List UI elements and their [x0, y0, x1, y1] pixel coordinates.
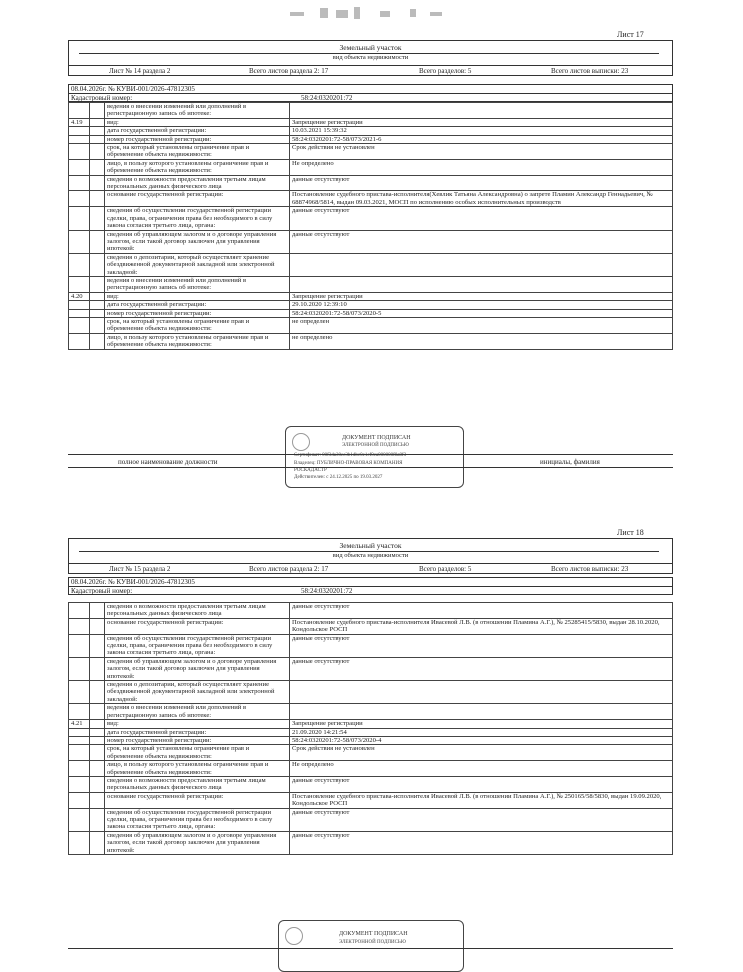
emblem-icon: [285, 927, 303, 945]
field-value: данные отсутствуют: [290, 207, 673, 230]
table-row: [69, 144, 673, 160]
record-number: [69, 253, 90, 276]
field-label: номер государственной регистрации:: [105, 135, 290, 143]
field-label: лицо, в пользу которого установлены ограничение прав и обременение объекта недвижимости:: [105, 159, 290, 175]
field-value: 58:24:0320201:72-58/073/2021-6: [290, 135, 673, 143]
field-label: сведения об управляющем залогом и о договоре управления залогом, если такой договор заключен для управления ипотекой:: [105, 230, 290, 253]
field-label: сведения об управляющем залогом и о договоре управления залогом, если такой договор заключен для управления ипотекой:: [105, 831, 290, 854]
extract-id-row: [68, 577, 673, 595]
spacer-cell: [90, 127, 105, 135]
field-value: Не определено: [290, 159, 673, 175]
spacer-cell: [90, 207, 105, 230]
spacer-cell: [90, 333, 105, 349]
spacer-cell: [90, 657, 105, 680]
object-kind-caption: вид объекта недвижимости: [332, 54, 409, 61]
table-row: [69, 276, 673, 292]
signature-owner: Владелец: ПУБЛИЧНО-ПРАВОВАЯ КОМПАНИЯ: [294, 461, 403, 466]
field-label: вид:: [105, 118, 290, 126]
record-number: [69, 301, 90, 309]
signature-certificate: Сертификат: 00f3da30ee3b1dbc0e1cf0ca000000f8a0f3: [294, 453, 407, 458]
record-number: [69, 207, 90, 230]
page-sheet-18: [0, 520, 743, 960]
encumbrance-table: [68, 602, 673, 855]
record-number: [69, 144, 90, 160]
extract-id-row: [68, 84, 673, 102]
spacer-cell: [90, 159, 105, 175]
spacer-cell: [90, 230, 105, 253]
signature-subtitle: ЭЛЕКТРОННОЙ ПОДПИСЬЮ: [342, 443, 409, 448]
record-number: [69, 159, 90, 175]
object-kind-caption: вид объекта недвижимости: [332, 552, 409, 559]
table-row: [69, 728, 673, 736]
field-label: срок, на который установлены ограничение прав и обременение объекта недвижимости:: [105, 317, 290, 333]
table-row: [69, 309, 673, 317]
field-value: Запрещение регистрации: [290, 292, 673, 300]
record-number: [69, 736, 90, 744]
record-number: [69, 309, 90, 317]
field-value: [290, 103, 673, 119]
field-label: вид:: [105, 292, 290, 300]
total-sheets-section: Всего листов раздела 2: 17: [249, 67, 329, 75]
field-value: данные отсутствуют: [290, 175, 673, 191]
field-value: не определено: [290, 333, 673, 349]
spacer-cell: [90, 831, 105, 854]
spacer-cell: [90, 618, 105, 634]
table-row: [69, 657, 673, 680]
table-row: [69, 761, 673, 777]
extract-date-number: 08.04.2026г. № КУВИ-001/2026-47812305: [71, 578, 195, 586]
record-number: [69, 792, 90, 808]
record-number: [69, 103, 90, 119]
record-number: 4.19: [69, 118, 90, 126]
sheet-header: [68, 538, 673, 574]
signature-owner-org: РОСКАДАСТР: [294, 468, 327, 473]
field-value: Постановление судебного пристава-исполнителя(Хевлик Татьяна Александровна) о запрете Пламин Александр Геннадьевич, № 68874968/5814, выдан 09.03.2021, МОСП по исполнению особых исполнительных производств: [290, 191, 673, 207]
table-row: [69, 118, 673, 126]
field-label: сведения об управляющем залогом и о договоре управления залогом, если такой договор заключен для управления ипотекой:: [105, 657, 290, 680]
field-value: данные отсутствуют: [290, 603, 673, 619]
field-value: Запрещение регистрации: [290, 720, 673, 728]
field-value: данные отсутствуют: [290, 808, 673, 831]
spacer-cell: [90, 301, 105, 309]
field-value: 10.03.2021 15:39:32: [290, 127, 673, 135]
table-row: [69, 831, 673, 854]
field-value: не определен: [290, 317, 673, 333]
spacer-cell: [90, 681, 105, 704]
table-row: [69, 191, 673, 207]
table-row: [69, 720, 673, 728]
record-number: [69, 618, 90, 634]
cadastre-value: 58:24:0320201:72: [301, 94, 353, 102]
field-label: основание государственной регистрации:: [105, 191, 290, 207]
table-row: [69, 127, 673, 135]
field-value: [290, 253, 673, 276]
spacer-cell: [90, 191, 105, 207]
spacer-cell: [90, 745, 105, 761]
field-label: сведения об осуществлении государственной регистрации сделки, права, ограничения права без необходимого в силу закона согласия третьего лица, органа:: [105, 634, 290, 657]
record-number: [69, 230, 90, 253]
sheet-number: Лист 17: [617, 30, 644, 39]
field-value: данные отсутствуют: [290, 634, 673, 657]
sheet-number: Лист 18: [617, 528, 644, 537]
record-number: [69, 808, 90, 831]
record-number: [69, 127, 90, 135]
sheet-header: [68, 40, 673, 76]
table-row: [69, 333, 673, 349]
field-label: основание государственной регистрации:: [105, 618, 290, 634]
table-row: [69, 792, 673, 808]
spacer-cell: [90, 175, 105, 191]
field-label: сведения о депозитарии, который осуществляет хранение обездвиженной документарной закладной или электронной закладной:: [105, 253, 290, 276]
field-value: Постановление судебного пристава-исполнителя Ивасевой Л.В. (в отношении Пламина А.Г.), № 25285415/5830, выдан 28.10.2020, Кондольское РОСП: [290, 618, 673, 634]
total-sheets-section: Всего листов раздела 2: 17: [249, 565, 329, 573]
total-sheets-extract: Всего листов выписки: 23: [551, 565, 629, 573]
spacer-cell: [90, 720, 105, 728]
spacer-cell: [90, 634, 105, 657]
record-number: 4.21: [69, 720, 90, 728]
table-row: [69, 745, 673, 761]
electronic-signature-stamp: [278, 920, 464, 972]
table-row: [69, 253, 673, 276]
record-number: [69, 603, 90, 619]
field-value: данные отсутствуют: [290, 776, 673, 792]
total-sections: Всего разделов: 5: [419, 67, 472, 75]
field-label: сведения о возможности предоставления третьим лицам персональных данных физического лица: [105, 776, 290, 792]
field-label: ведения о внесении изменений или дополнений в регистрационную запись об ипотеке:: [105, 276, 290, 292]
table-row: [69, 808, 673, 831]
sheet-of-section: Лист № 15 раздела 2: [109, 565, 171, 573]
spacer-cell: [90, 317, 105, 333]
field-value: [290, 681, 673, 704]
field-label: ведения о внесении изменений или дополнений в регистрационную запись об ипотеке:: [105, 103, 290, 119]
table-row: [69, 207, 673, 230]
field-value: данные отсутствуют: [290, 657, 673, 680]
spacer-cell: [90, 704, 105, 720]
extract-date-number: 08.04.2026г. № КУВИ-001/2026-47812305: [71, 85, 195, 93]
table-row: [69, 230, 673, 253]
field-value: [290, 276, 673, 292]
table-row: [69, 292, 673, 300]
spacer-cell: [90, 728, 105, 736]
table-row: [69, 634, 673, 657]
table-row: [69, 681, 673, 704]
table-row: [69, 103, 673, 119]
field-label: сведения о депозитарии, который осуществляет хранение обездвиженной документарной закладной или электронной закладной:: [105, 681, 290, 704]
field-value: [290, 704, 673, 720]
field-value: данные отсутствуют: [290, 831, 673, 854]
table-row: [69, 704, 673, 720]
signature-title: ДОКУМЕНТ ПОДПИСАН: [342, 435, 411, 441]
spacer-cell: [90, 736, 105, 744]
record-number: [69, 681, 90, 704]
record-number: [69, 831, 90, 854]
spacer-cell: [90, 761, 105, 777]
record-number: [69, 333, 90, 349]
object-type: Земельный участок: [339, 43, 402, 52]
field-value: Запрещение регистрации: [290, 118, 673, 126]
field-value: Срок действия не установлен: [290, 745, 673, 761]
spacer-cell: [90, 603, 105, 619]
field-label: номер государственной регистрации:: [105, 309, 290, 317]
field-label: сведения о возможности предоставления третьим лицам персональных данных физического лица: [105, 175, 290, 191]
field-value: 58:24:0320201:72-58/073/2020-5: [290, 309, 673, 317]
field-label: срок, на который установлены ограничение прав и обременение объекта недвижимости:: [105, 745, 290, 761]
record-number: [69, 191, 90, 207]
spacer-cell: [90, 135, 105, 143]
field-label: срок, на который установлены ограничение прав и обременение объекта недвижимости:: [105, 144, 290, 160]
field-label: дата государственной регистрации:: [105, 301, 290, 309]
sheet-of-section: Лист № 14 раздела 2: [109, 67, 171, 75]
signature-validity: Действителен: с 24.12.2025 по 19.03.2027: [294, 475, 383, 480]
field-label: сведения о возможности предоставления третьим лицам персональных данных физического лица: [105, 603, 290, 619]
total-sheets-extract: Всего листов выписки: 23: [551, 67, 629, 75]
field-label: сведения об осуществлении государственной регистрации сделки, права, ограничения права без необходимого в силу закона согласия третьего лица, органа:: [105, 808, 290, 831]
encumbrance-table: [68, 102, 673, 350]
table-row: [69, 175, 673, 191]
page-sheet-17: [0, 0, 743, 480]
field-value: 29.10.2020 12:39:10: [290, 301, 673, 309]
field-label: лицо, в пользу которого установлены ограничение прав и обременение объекта недвижимости:: [105, 333, 290, 349]
spacer-cell: [90, 144, 105, 160]
record-number: [69, 704, 90, 720]
field-label: основание государственной регистрации:: [105, 792, 290, 808]
field-value: данные отсутствуют: [290, 230, 673, 253]
emblem-icon: [292, 433, 310, 451]
spacer-cell: [90, 309, 105, 317]
field-label: лицо, в пользу которого установлены ограничение прав и обременение объекта недвижимости:: [105, 761, 290, 777]
spacer-cell: [90, 276, 105, 292]
spacer-cell: [90, 808, 105, 831]
object-type: Земельный участок: [339, 541, 402, 550]
table-row: [69, 317, 673, 333]
spacer-cell: [90, 118, 105, 126]
position-caption: полное наименование должности: [118, 458, 218, 466]
record-number: [69, 776, 90, 792]
field-value: 58:24:0320201:72-58/073/2020-4: [290, 736, 673, 744]
table-row: [69, 135, 673, 143]
total-sections: Всего разделов: 5: [419, 565, 472, 573]
cadastre-label: Кадастровый номер:: [71, 587, 133, 595]
record-number: [69, 135, 90, 143]
record-number: [69, 745, 90, 761]
table-row: [69, 736, 673, 744]
signature-title: ДОКУМЕНТ ПОДПИСАН: [339, 931, 408, 937]
field-label: ведения о внесении изменений или дополнений в регистрационную запись об ипотеке:: [105, 704, 290, 720]
spacer-cell: [90, 776, 105, 792]
field-value: Срок действия не установлен: [290, 144, 673, 160]
record-number: [69, 276, 90, 292]
signature-subtitle: ЭЛЕКТРОННОЙ ПОДПИСЬЮ: [339, 940, 406, 945]
spacer-cell: [90, 792, 105, 808]
cadastre-value: 58:24:0320201:72: [301, 587, 353, 595]
field-label: дата государственной регистрации:: [105, 127, 290, 135]
table-row: [69, 618, 673, 634]
field-label: номер государственной регистрации:: [105, 736, 290, 744]
electronic-signature-stamp: [285, 426, 464, 488]
initials-caption: инициалы, фамилия: [540, 458, 600, 466]
field-value: 21.09.2020 14:21:54: [290, 728, 673, 736]
record-number: [69, 634, 90, 657]
spacer-cell: [90, 253, 105, 276]
cadastre-label: Кадастровый номер:: [71, 94, 133, 102]
table-row: [69, 603, 673, 619]
field-label: вид:: [105, 720, 290, 728]
spacer-cell: [90, 292, 105, 300]
record-number: [69, 728, 90, 736]
record-number: [69, 761, 90, 777]
record-number: [69, 317, 90, 333]
field-value: Постановление судебного пристава-исполнителя Ивасевой Л.В. (в отношении Пламина А.Г.), № 250165/58/5830, выдан 19.09.2020, Кондольское РОСП: [290, 792, 673, 808]
record-number: 4.20: [69, 292, 90, 300]
spacer-cell: [90, 103, 105, 119]
field-value: Не определено: [290, 761, 673, 777]
table-row: [69, 301, 673, 309]
record-number: [69, 657, 90, 680]
table-row: [69, 776, 673, 792]
field-label: дата государственной регистрации:: [105, 728, 290, 736]
record-number: [69, 175, 90, 191]
table-row: [69, 159, 673, 175]
field-label: сведения об осуществлении государственной регистрации сделки, права, ограничения права без необходимого в силу закона согласия третьего лица, органа:: [105, 207, 290, 230]
